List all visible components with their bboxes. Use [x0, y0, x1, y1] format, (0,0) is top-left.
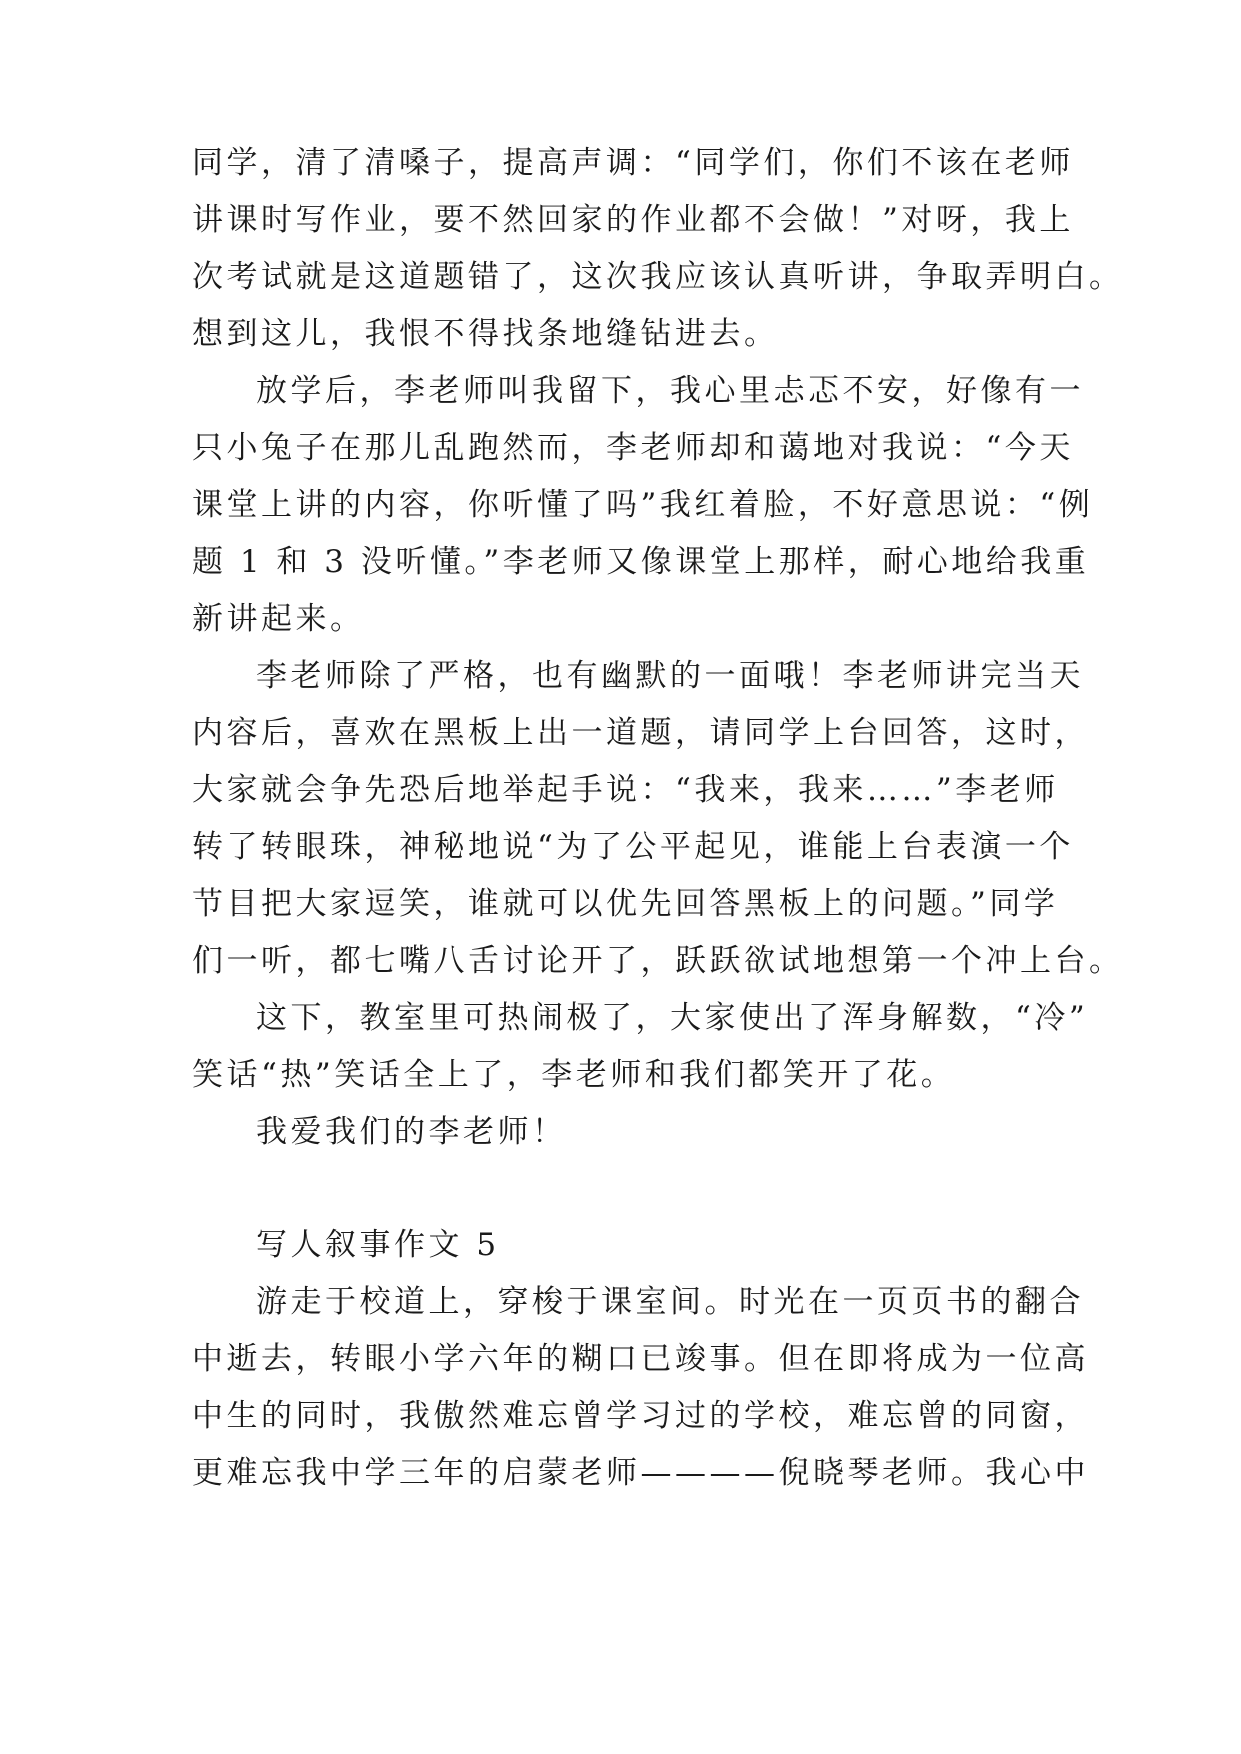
- paragraph-2-line-1: 放学后，李老师叫我留下，我心里忐忑不安，好像有一: [256, 373, 1084, 409]
- paragraph-5-line-1: 我爱我们的李老师！: [256, 1114, 567, 1150]
- paragraph-3-line-6: 们一听，都七嘴八舌讨论开了，跃跃欲试地想第一个冲上台。: [192, 943, 1124, 979]
- paragraph-2-line-2: 只小兔子在那儿乱跑然而，李老师却和蔼地对我说：“今天: [192, 430, 1074, 466]
- paragraph-6-line-2: 中逝去，转眼小学六年的糊口已竣事。但在即将成为一位高: [192, 1341, 1089, 1377]
- paragraph-1-line-1: 同学，清了清嗓子，提高声调：“同学们，你们不该在老师: [192, 145, 1074, 181]
- paragraph-3-line-4: 转了转眼珠，神秘地说“为了公平起见，谁能上台表演一个: [192, 829, 1074, 865]
- paragraph-2-line-3: 课堂上讲的内容，你听懂了吗”我红着脸，不好意思说：“例: [192, 487, 1094, 523]
- paragraph-3-line-2: 内容后，喜欢在黑板上出一道题，请同学上台回答，这时，: [192, 715, 1089, 751]
- paragraph-2-line-4: 题 1 和 3 没听懂。”李老师又像课堂上那样，耐心地给我重: [192, 544, 1090, 580]
- paragraph-3-line-3: 大家就会争先恐后地举起手说：“我来，我来……”李老师: [192, 772, 1059, 808]
- paragraph-3-line-1: 李老师除了严格，也有幽默的一面哦！李老师讲完当天: [256, 658, 1084, 694]
- paragraph-4-line-1: 这下，教室里可热闹极了，大家使出了浑身解数，“冷”: [256, 1000, 1089, 1036]
- paragraph-6-line-4: 更难忘我中学三年的启蒙老师————倪晓琴老师。我心中: [192, 1455, 1089, 1491]
- paragraph-3-line-5: 节目把大家逗笑，谁就可以优先回答黑板上的问题。”同学: [192, 886, 1059, 922]
- paragraph-6-line-1: 游走于校道上，穿梭于课室间。时光在一页页书的翻合: [256, 1284, 1084, 1320]
- paragraph-1-line-2: 讲课时写作业，要不然回家的作业都不会做！”对呀，我上: [192, 202, 1074, 238]
- paragraph-1-line-3: 次考试就是这道题错了，这次我应该认真听讲，争取弄明白。: [192, 259, 1124, 295]
- paragraph-6-line-3: 中生的同时，我傲然难忘曾学习过的学校，难忘曾的同窗，: [192, 1398, 1089, 1434]
- section-heading: 写人叙事作文 5: [256, 1227, 500, 1263]
- paragraph-4-line-2: 笑话“热”笑话全上了，李老师和我们都笑开了花。: [192, 1057, 956, 1093]
- paragraph-2-line-5: 新讲起来。: [192, 601, 365, 637]
- paragraph-1-line-4: 想到这儿，我恨不得找条地缝钻进去。: [192, 316, 779, 352]
